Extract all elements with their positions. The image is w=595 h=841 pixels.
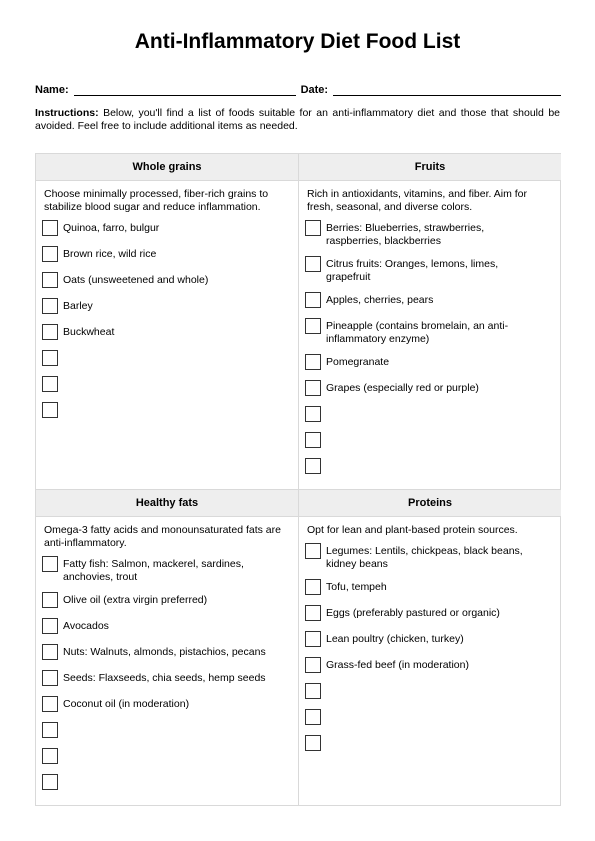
name-date-line [35,84,561,96]
checkbox[interactable] [305,709,321,725]
list-item [305,683,561,701]
item-label [326,432,541,434]
item-label: Seeds: Flaxseeds, chia seeds, hemp seeds [63,672,266,684]
checkbox[interactable] [42,618,58,634]
item-label: Pomegranate [326,356,390,368]
list-item [42,722,298,740]
item-label: Grass-fed beef (in moderation) [326,659,469,671]
item-label [63,748,278,750]
page-title: Anti-Inflammatory Diet Food List [134,30,461,53]
list-item [42,670,298,688]
fruits-header: Fruits [299,154,561,181]
list-item [42,220,298,238]
list-item [42,298,298,316]
item-label [326,406,541,408]
list-item [305,256,561,284]
checkbox[interactable] [42,350,58,366]
list-item [305,543,561,571]
fruits-item-list [305,220,561,476]
fruits-description: Rich in antioxidants, vitamins, and fiber. Aim for fresh, seasonal, and diverse colors. [307,188,528,213]
list-item [42,748,298,766]
item-label: Quinoa, farro, bulgur [63,222,160,234]
healthy-fats-item-list [42,556,298,792]
item-label: Tofu, tempeh [326,581,387,593]
instructions-label: Instructions: [35,107,99,119]
checkbox[interactable] [305,380,321,396]
checkbox[interactable] [42,246,58,262]
list-item [305,318,561,346]
list-item [42,246,298,264]
checkbox[interactable] [305,543,321,559]
list-item [42,774,298,792]
item-label: Coconut oil (in moderation) [63,698,190,710]
list-item [305,380,561,398]
list-item [305,354,561,372]
list-item [305,220,561,248]
checkbox[interactable] [42,748,58,764]
whole-grains-header: Whole grains [36,154,298,181]
item-label: Avocados [63,620,109,632]
item-label: Berries: Blueberries, strawberries, raspberries, blackberries [326,222,485,247]
checkbox[interactable] [42,272,58,288]
checkbox[interactable] [42,298,58,314]
item-label: Brown rice, wild rice [63,248,157,260]
date-field[interactable] [333,85,561,96]
list-item [42,272,298,290]
item-label [326,709,541,711]
checkbox[interactable] [305,318,321,334]
checkbox[interactable] [305,354,321,370]
checkbox[interactable] [305,683,321,699]
list-item [305,432,561,450]
healthy-fats-header: Healthy fats [36,490,298,517]
checkbox[interactable] [42,324,58,340]
section-proteins [299,490,561,806]
item-label: Buckwheat [63,326,115,338]
list-item [42,644,298,662]
checkbox[interactable] [42,402,58,418]
list-item [305,605,561,623]
item-label: Pineapple (contains bromelain, an anti-inflammatory enzyme) [326,320,509,345]
checkbox[interactable] [42,644,58,660]
item-label: Apples, cherries, pears [326,294,434,306]
proteins-header: Proteins [299,490,561,517]
list-item [305,579,561,597]
checkbox[interactable] [305,406,321,422]
checkbox[interactable] [42,556,58,572]
item-label: Grapes (especially red or purple) [326,382,479,394]
list-item [42,556,298,584]
item-label: Fatty fish: Salmon, mackerel, sardines, anchovies, trout [63,558,244,583]
instructions [35,107,560,133]
list-item [305,709,561,727]
instructions-text: Below, you'll find a list of foods suitable for an anti-inflammatory diet and those that should be avoided. Feel free to include additional items as needed. [35,107,560,132]
checkbox[interactable] [305,605,321,621]
checkbox[interactable] [305,432,321,448]
checkbox[interactable] [305,735,321,751]
healthy-fats-description: Omega-3 fatty acids and monounsaturated fats are anti-inflammatory. [44,524,281,549]
list-item [42,696,298,714]
list-item [305,631,561,649]
list-item [42,350,298,368]
list-item [42,592,298,610]
list-item [42,402,298,420]
date-label: Date: [300,84,329,96]
list-item [305,292,561,310]
item-label [63,722,278,724]
checkbox[interactable] [42,592,58,608]
checkbox[interactable] [42,376,58,392]
item-label [326,458,541,460]
proteins-item-list [305,543,561,753]
checkbox[interactable] [42,722,58,738]
item-label: Lean poultry (chicken, turkey) [326,633,464,645]
item-label [63,350,278,352]
checkbox[interactable] [305,220,321,236]
list-item [42,324,298,342]
item-label [63,402,278,404]
list-item [42,618,298,636]
item-label [63,774,278,776]
list-item [305,458,561,476]
item-label: Legumes: Lentils, chickpeas, black beans, kidney beans [326,545,523,570]
item-label: Barley [63,300,93,312]
checkbox[interactable] [305,292,321,308]
checkbox[interactable] [305,579,321,595]
name-field[interactable] [74,85,296,96]
item-label [326,683,541,685]
item-label: Olive oil (extra virgin preferred) [63,594,208,606]
whole-grains-item-list [42,220,298,420]
checkbox[interactable] [305,657,321,673]
checkbox[interactable] [42,774,58,790]
checkbox[interactable] [42,696,58,712]
name-label: Name: [35,84,69,96]
checkbox[interactable] [42,670,58,686]
list-item [305,657,561,675]
checkbox[interactable] [305,631,321,647]
section-healthy-fats [36,490,298,806]
list-item [305,735,561,753]
proteins-description: Opt for lean and plant-based protein sources. [307,524,518,536]
checkbox[interactable] [305,458,321,474]
section-whole-grains [36,154,298,489]
item-label: Nuts: Walnuts, almonds, pistachios, pecans [63,646,266,658]
list-item [42,376,298,394]
item-label: Oats (unsweetened and whole) [63,274,209,286]
section-fruits [299,154,561,489]
list-item [305,406,561,424]
checkbox[interactable] [305,256,321,272]
item-label [326,735,541,737]
whole-grains-description: Choose minimally processed, fiber-rich grains to stabilize blood sugar and reduce inflammation. [44,188,269,213]
item-label: Citrus fruits: Oranges, lemons, limes, grapefruit [326,258,499,283]
item-label [63,376,278,378]
checkbox[interactable] [42,220,58,236]
item-label: Eggs (preferably pastured or organic) [326,607,500,619]
food-grid [35,153,561,806]
